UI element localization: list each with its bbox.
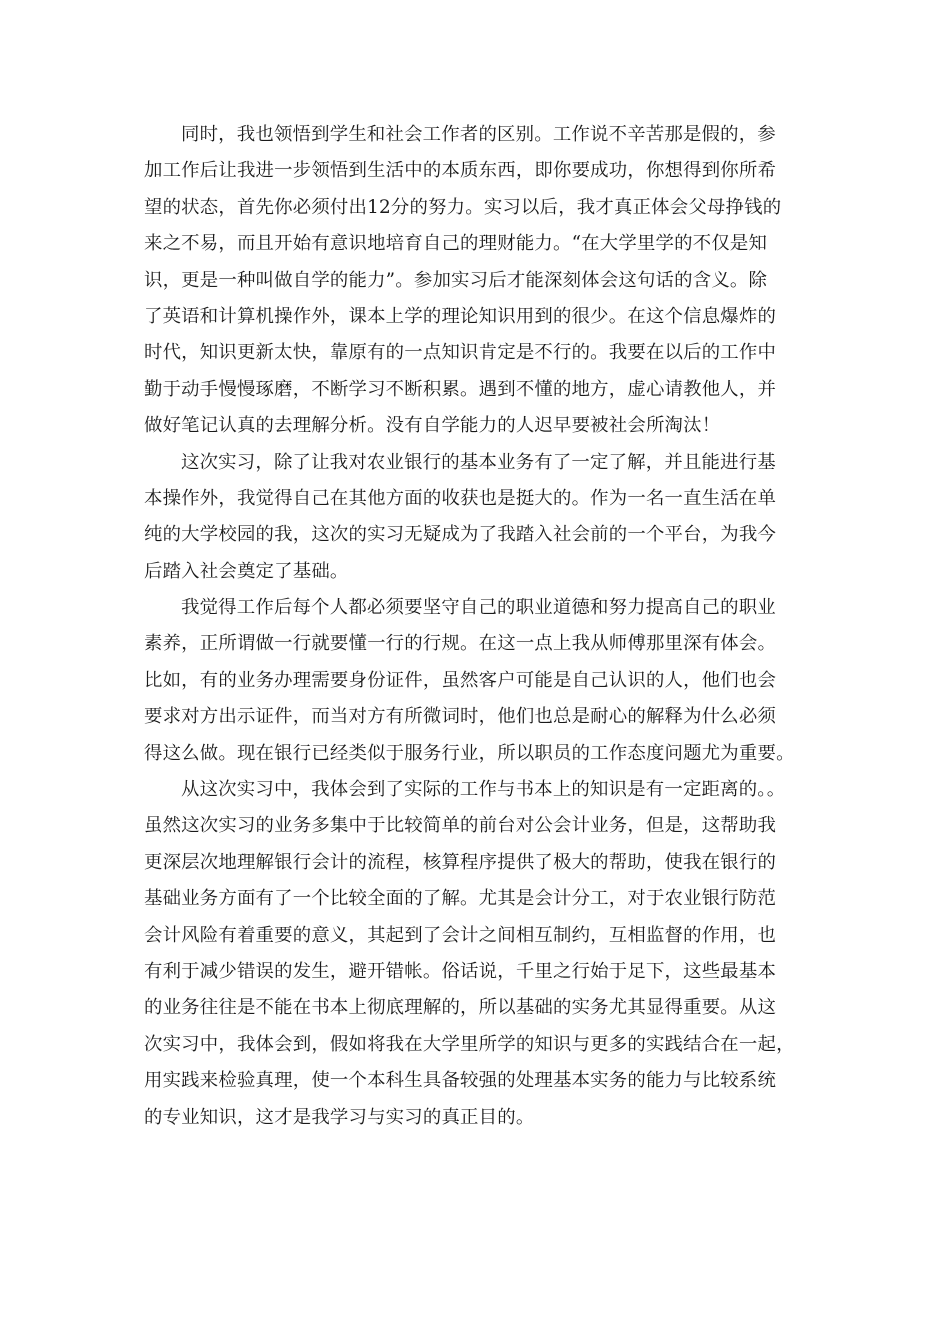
paragraph-1-line-8: 勤于动手慢慢琢磨，不断学习不断积累。遇到不懂的地方，虚心请教他人，并 bbox=[144, 378, 777, 400]
paragraph-3-line-4: 要求对方出示证件，而当对方有所微词时，他们也总是耐心的解释为什么必须 bbox=[144, 706, 777, 728]
paragraph-4-line-1: 从这次实习中，我体会到了实际的工作与书本上的知识是有一定距离的。。 bbox=[181, 779, 786, 801]
paragraph-4-line-2: 虽然这次实习的业务多集中于比较简单的前台对公会计业务，但是，这帮助我 bbox=[144, 815, 777, 837]
paragraph-2-line-4: 后踏入社会奠定了基础。 bbox=[144, 560, 349, 582]
paragraph-4-line-7: 的业务往往是不能在书本上彻底理解的，所以基础的实务尤其显得重要。从这 bbox=[144, 997, 777, 1019]
paragraph-4-line-4: 基础业务方面有了一个比较全面的了解。尤其是会计分工，对于农业银行防范 bbox=[144, 888, 777, 910]
paragraph-1-line-7: 时代，知识更新太快，靠原有的一点知识肯定是不行的。我要在以后的工作中 bbox=[144, 342, 777, 364]
paragraph-4-line-3: 更深层次地理解银行会计的流程，核算程序提供了极大的帮助，使我在银行的 bbox=[144, 851, 777, 873]
paragraph-4-line-9: 用实践来检验真理，使一个本科生具备较强的处理基本实务的能力与比较系统 bbox=[144, 1070, 777, 1092]
paragraph-4-line-10: 的专业知识，这才是我学习与实习的真正目的。 bbox=[144, 1106, 535, 1128]
paragraph-3-line-2: 素养，正所谓做一行就要懂一行的行规。在这一点上我从师傅那里深有体会。 bbox=[144, 633, 777, 655]
paragraph-2-line-1: 这次实习，除了让我对农业银行的基本业务有了一定了解，并且能进行基 bbox=[181, 451, 776, 473]
paragraph-1-line-9: 做好笔记认真的去理解分析。没有自学能力的人迟早要被社会所淘汰！ bbox=[144, 415, 721, 437]
paragraph-1-line-1: 同时，我也领悟到学生和社会工作者的区别。工作说不辛苦那是假的，参 bbox=[181, 124, 776, 145]
paragraph-4-line-8: 次实习中，我体会到，假如将我在大学里所学的知识与更多的实践结合在一起， bbox=[144, 1033, 795, 1055]
paragraph-4-line-6: 有利于减少错误的发生，避开错帐。俗话说，千里之行始于足下，这些最基本 bbox=[144, 960, 777, 982]
paragraph-4-line-5: 会计风险有着重要的意义，其起到了会计之间相互制约，互相监督的作用，也 bbox=[144, 924, 777, 946]
paragraph-1-line-6: 了英语和计算机操作外，课本上学的理论知识用到的很少。在这个信息爆炸的 bbox=[144, 305, 777, 327]
paragraph-3-line-5: 得这么做。现在银行已经类似于服务行业，所以职员的工作态度问题尤为重要。 bbox=[144, 742, 795, 764]
paragraph-1-line-3: 望的状态，首先你必须付出12分的努力。实习以后，我才真正体会父母挣钱的 bbox=[144, 196, 782, 218]
paragraph-1-line-4: 来之不易，而且开始有意识地培育自己的理财能力。“在大学里学的不仅是知 bbox=[144, 233, 768, 255]
paragraph-3-line-1: 我觉得工作后每个人都必须要坚守自己的职业道德和努力提高自己的职业 bbox=[181, 597, 776, 619]
paragraph-1-line-2: 加工作后让我进一步领悟到生活中的本质东西，即你要成功，你想得到你所希 bbox=[144, 160, 777, 182]
paragraph-3-line-3: 比如，有的业务办理需要身份证件，虽然客户可能是自己认识的人，他们也会 bbox=[144, 669, 777, 691]
paragraph-1-line-5: 识，更是一种叫做自学的能力”。参加实习后才能深刻体会这句话的含义。除 bbox=[144, 269, 768, 291]
paragraph-2-line-3: 纯的大学校园的我，这次的实习无疑成为了我踏入社会前的一个平台，为我今 bbox=[144, 524, 777, 546]
document-body bbox=[144, 117, 810, 1136]
paragraph-2-line-2: 本操作外，我觉得自己在其他方面的收获也是挺大的。作为一名一直生活在单 bbox=[144, 487, 777, 509]
